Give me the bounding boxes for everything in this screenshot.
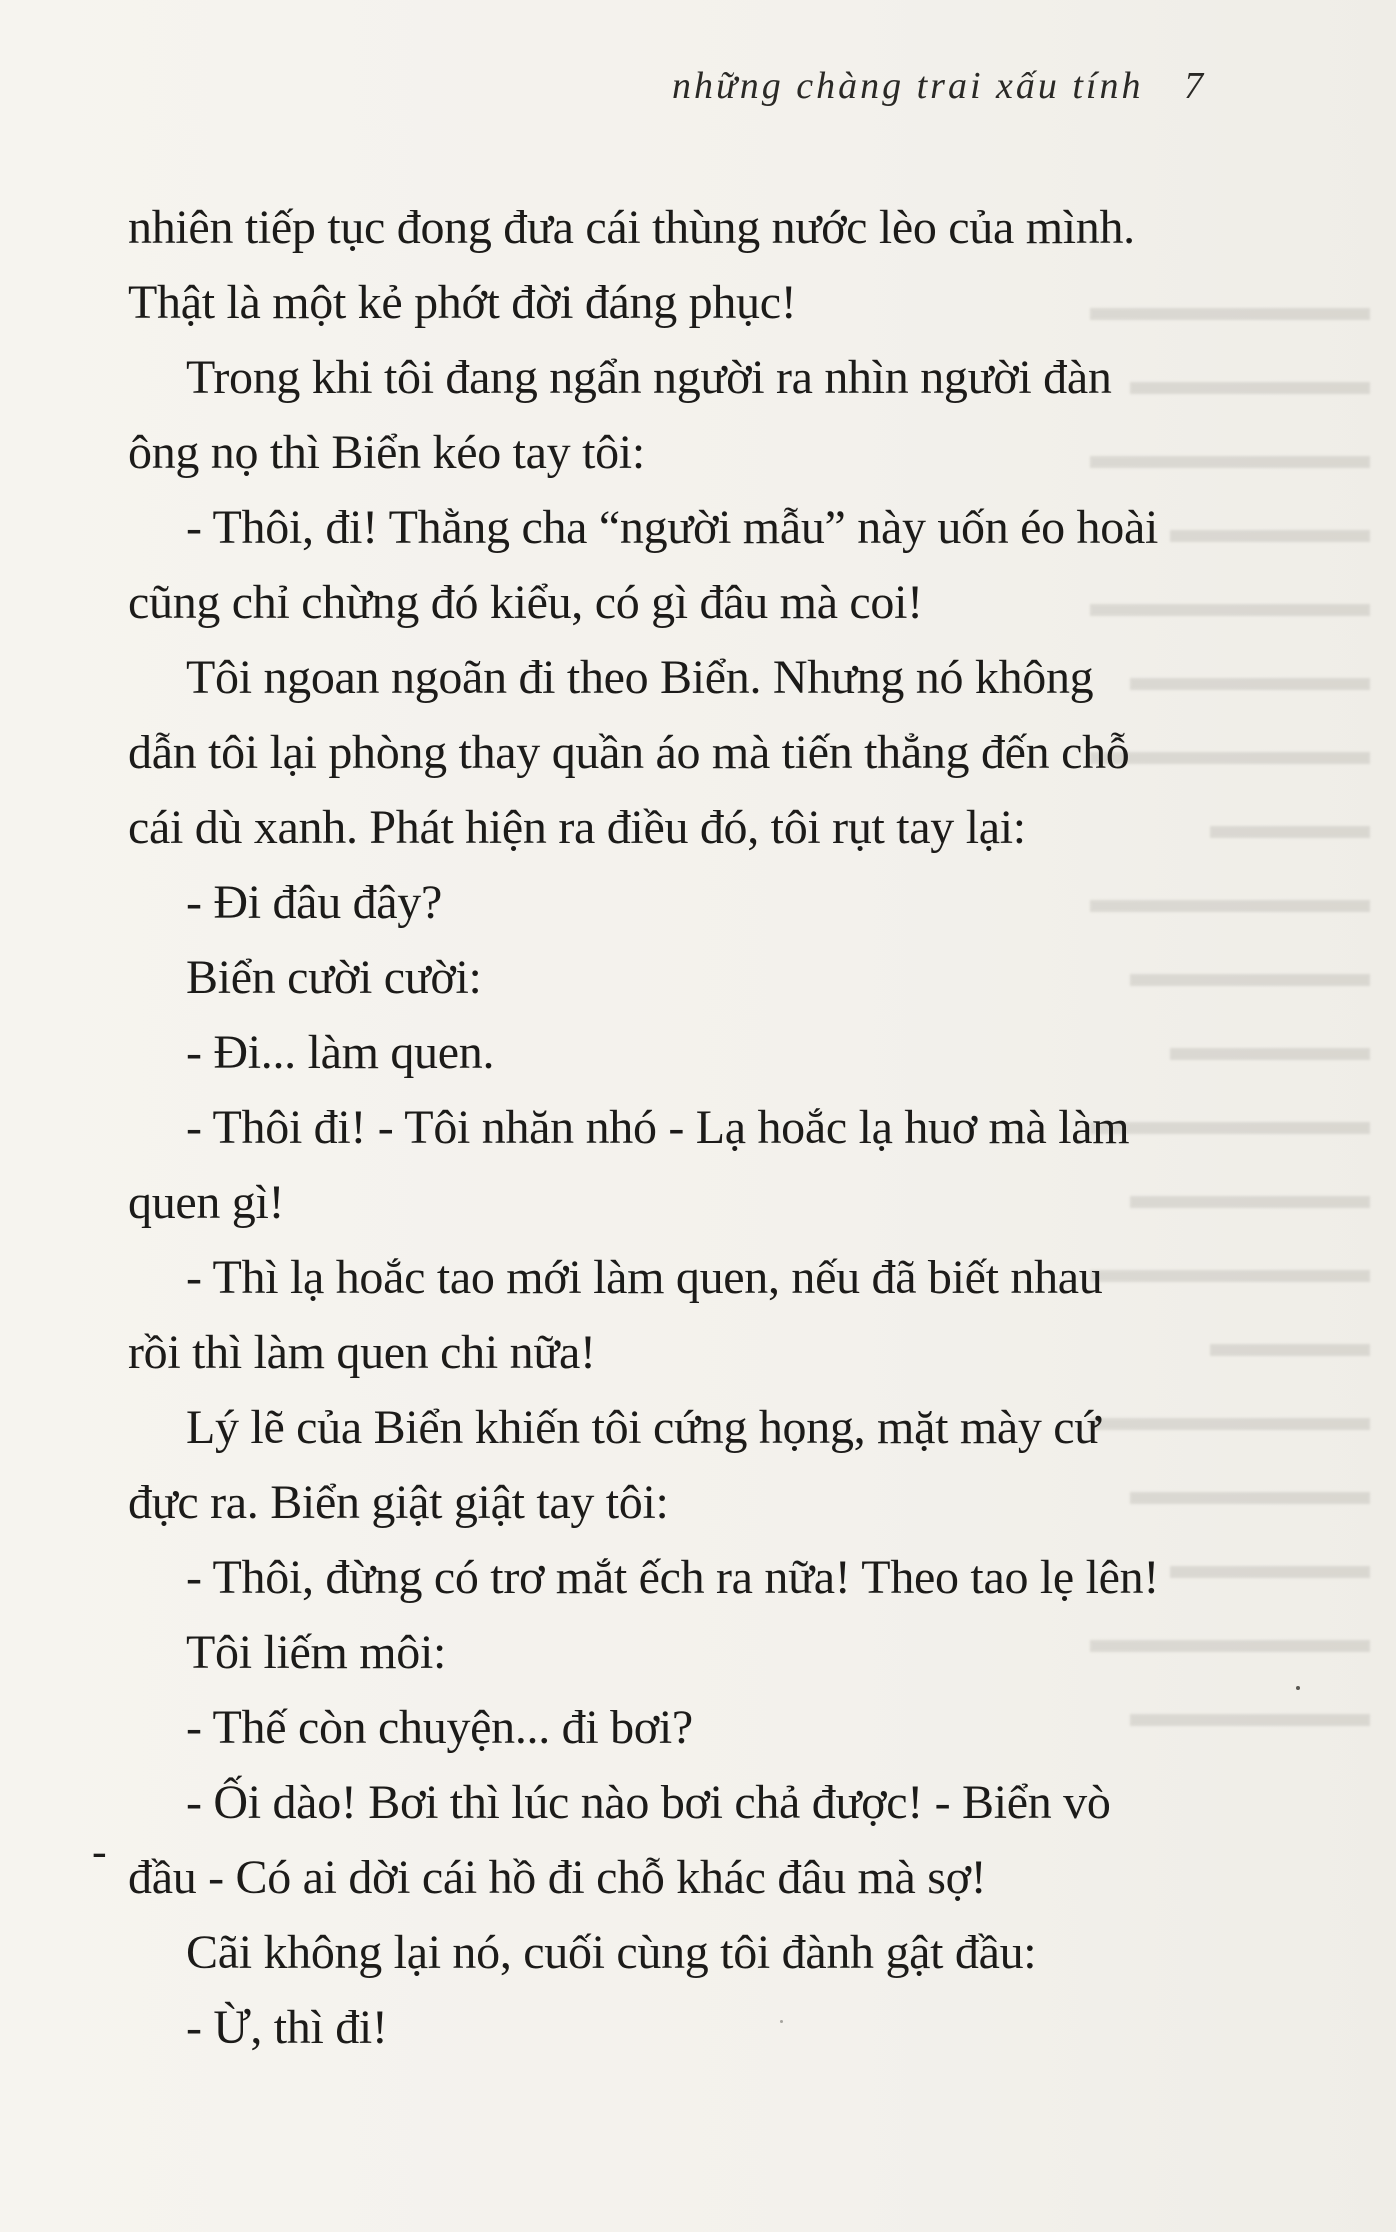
text-line: - Thôi đi! - Tôi nhăn nhó - Lạ hoắc lạ huơ mà làm [186,1101,1130,1154]
text-line: quen gì! [128,1176,285,1229]
paper-speck [1296,1686,1300,1690]
text-line: - Thôi, đừng có trơ mắt ếch ra nữa! Theo tao lẹ lên! [186,1551,1160,1604]
reverse-page-show-through: ▬▬▬▬▬▬▬ ▬▬▬▬▬▬ ▬▬▬▬▬▬▬ ▬▬▬▬▬ ▬▬▬▬▬▬▬ ▬▬▬▬▬▬ ▬▬▬▬▬▬▬ ▬▬▬▬ ▬▬▬▬▬▬▬ ▬▬▬▬▬▬ ▬▬▬▬▬ ▬▬▬▬▬▬▬ ▬▬▬▬▬▬ ▬▬▬▬▬▬▬ ▬▬▬▬ ▬▬▬▬▬▬▬ ▬▬▬▬▬▬ ▬▬▬▬▬ ▬▬▬▬▬▬▬ ▬▬▬▬▬▬ [1090,284,1370,1735]
page-number: 7 [1184,65,1206,107]
text-line: đực ra. Biển giật giật tay tôi: [128,1476,669,1529]
text-line: - Thế còn chuyện... đi bơi? [186,1701,693,1754]
text-line: Tôi ngoan ngoãn đi theo Biển. Nhưng nó không [186,651,1094,704]
running-header [672,64,1206,108]
text-line: - Thôi, đi! Thằng cha “người mẫu” này uốn éo hoài [186,501,1158,554]
text-line: - Ừ, thì đi! [186,2001,388,2054]
text-line: nhiên tiếp tục đong đưa cái thùng nước lèo của mình. [128,201,1135,254]
paper-speck [780,2020,783,2023]
text-line: đầu - Có ai dời cái hồ đi chỗ khác đâu mà sợ! [128,1851,987,1904]
text-line: Cãi không lại nó, cuối cùng tôi đành gật đầu: [186,1926,1037,1979]
running-header-title: những chàng trai xấu tính [672,65,1144,107]
margin-dash-mark: - [92,1827,107,1876]
text-line: cũng chỉ chừng đó kiểu, có gì đâu mà coi! [128,576,923,629]
text-line: Trong khi tôi đang ngẩn người ra nhìn người đàn [186,351,1112,404]
text-line: Biển cười cười: [186,951,482,1004]
text-line: - Thì lạ hoắc tao mới làm quen, nếu đã biết nhau [186,1251,1103,1304]
body-text [128,190,1228,2065]
text-line: ông nọ thì Biển kéo tay tôi: [128,426,645,479]
text-line: Lý lẽ của Biển khiến tôi cứng họng, mặt mày cứ [186,1401,1100,1454]
text-line: - Ối dào! Bơi thì lúc nào bơi chả được! - Biển vò [186,1776,1111,1829]
text-line: - Đi... làm quen. [186,1026,495,1079]
text-line: dẫn tôi lại phòng thay quần áo mà tiến thẳng đến chỗ [128,726,1130,779]
text-line: rồi thì làm quen chi nữa! [128,1326,596,1379]
text-line: Thật là một kẻ phớt đời đáng phục! [128,276,797,329]
text-line: cái dù xanh. Phát hiện ra điều đó, tôi rụt tay lại: [128,801,1026,854]
text-line: Tôi liếm môi: [186,1626,447,1679]
text-line: - Đi đâu đây? [186,876,442,929]
